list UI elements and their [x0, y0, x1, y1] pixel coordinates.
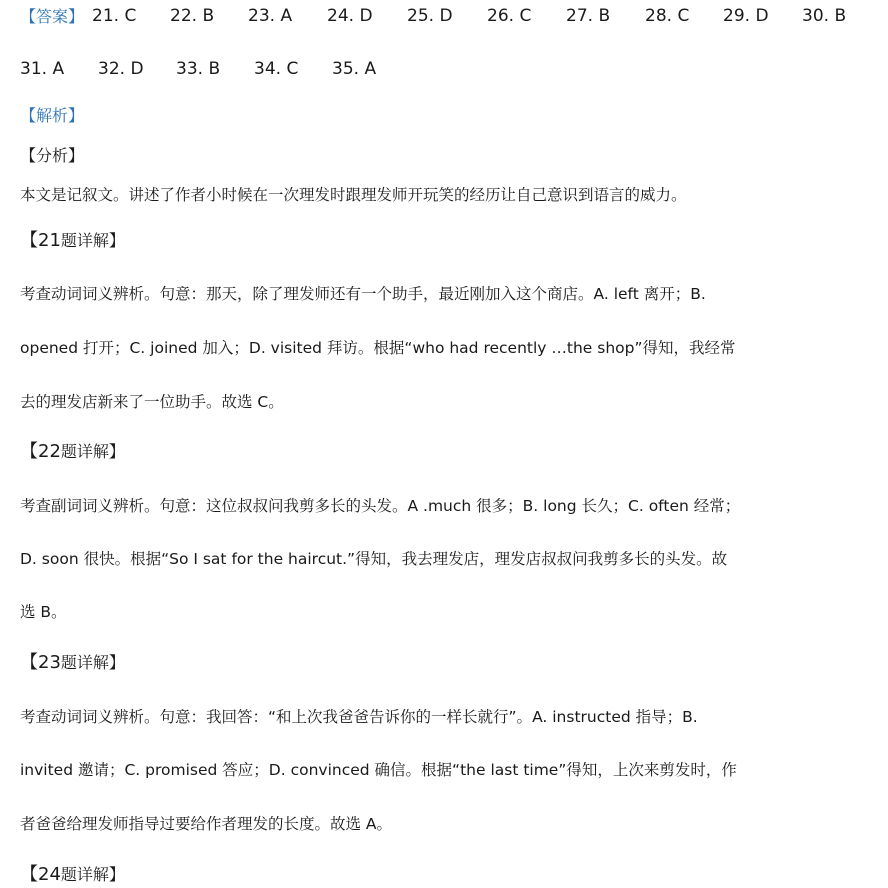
- q23-line-1: 考查动词词义辨析。句意：我回答：“和上次我爸爸告诉你的一样长就行”。A. instructed 指导；B.: [20, 708, 698, 726]
- q22-line-3: 选 B。: [20, 603, 67, 621]
- q23-line-2: invited 邀请；C. promised 答应；D. convinced 确信。根据“the last time”得知，上次来剪发时，作: [20, 761, 737, 779]
- answer-item: 21. C: [92, 6, 137, 26]
- answer-item: 25. D: [407, 6, 453, 26]
- fenxi-tag: 【分析】: [20, 146, 85, 165]
- answer-item: 22. B: [170, 6, 215, 26]
- q21-heading: 【21题详解】: [20, 230, 125, 251]
- q22-line-1: 考查副词词义辨析。句意：这位叔叔问我剪多长的头发。A .much 很多；B. long 长久；C. often 经常；: [20, 497, 741, 515]
- answer-item: 31. A: [20, 59, 65, 79]
- answer-item: 26. C: [487, 6, 532, 26]
- answer-item: 24. D: [327, 6, 373, 26]
- answer-item: 30. B: [802, 6, 847, 26]
- answer-item: 35. A: [332, 59, 377, 79]
- summary-text: 本文是记叙文。讲述了作者小时候在一次理发时跟理发师开玩笑的经历让自己意识到语言的威力。: [20, 186, 687, 204]
- answer-item: 23. A: [248, 6, 293, 26]
- q21-line-2: opened 打开；C. joined 加入；D. visited 拜访。根据“who had recently …the shop”得知，我经常: [20, 339, 736, 357]
- q21-line-1: 考查动词词义辨析。句意：那天，除了理发师还有一个助手，最近刚加入这个商店。A. left 离开；B.: [20, 285, 706, 303]
- q22-line-2: D. soon 很快。根据“So I sat for the haircut.”得知，我去理发店，理发店叔叔问我剪多长的头发。故: [20, 550, 728, 568]
- q21-line-3: 去的理发店新来了一位助手。故选 C。: [20, 393, 284, 411]
- analysis-tag: 【解析】: [20, 106, 85, 125]
- q24-heading: 【24题详解】: [20, 864, 125, 885]
- answer-item: 32. D: [98, 59, 144, 79]
- q23-line-3: 者爸爸给理发师指导过要给作者理发的长度。故选 A。: [20, 815, 393, 833]
- answer-item: 33. B: [176, 59, 221, 79]
- answer-item: 29. D: [723, 6, 769, 26]
- q22-heading: 【22题详解】: [20, 441, 125, 462]
- answer-item: 34. C: [254, 59, 299, 79]
- answer-item: 27. B: [566, 6, 611, 26]
- answer-tag: 【答案】: [20, 7, 85, 26]
- answer-item: 28. C: [645, 6, 690, 26]
- q23-heading: 【23题详解】: [20, 652, 125, 673]
